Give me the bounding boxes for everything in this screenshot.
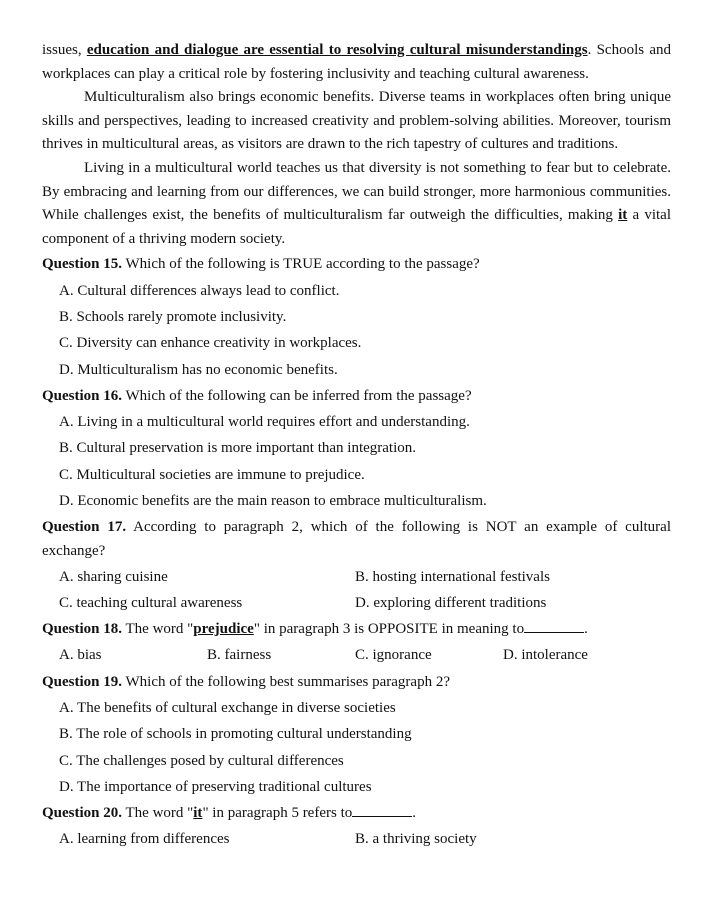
question-label: Question 17. <box>42 519 127 536</box>
question-label: Question 19. <box>42 673 123 690</box>
question-text: " in paragraph 3 is OPPOSITE in meaning to <box>253 621 525 638</box>
option-17b[interactable]: B. hosting international festivals <box>355 568 550 585</box>
question-text: . <box>584 621 588 638</box>
option-18a[interactable]: A. bias <box>59 647 102 664</box>
question-19 <box>42 669 671 695</box>
question-text: . <box>412 805 416 822</box>
option-18c[interactable]: C. ignorance <box>355 647 432 664</box>
question-text: Which of the following best summarises paragraph 2? <box>122 673 450 690</box>
exam-page <box>42 39 671 853</box>
option-17d[interactable]: D. exploring different traditions <box>355 594 547 611</box>
option-15b[interactable]: B. Schools rarely promote inclusivity. <box>59 308 287 325</box>
option-18b[interactable]: B. fairness <box>207 647 272 664</box>
paragraph-text: issues, <box>42 42 87 58</box>
options-row <box>42 564 671 590</box>
option-16d[interactable]: D. Economic benefits are the main reason to embrace multiculturalism. <box>59 493 487 510</box>
question-label: Question 16. <box>42 387 123 404</box>
question-text: According to paragraph 2, which of the following is NOT an example of cultural exchange? <box>42 519 671 559</box>
option-16a[interactable]: A. Living in a multicultural world requires effort and understanding. <box>59 414 470 431</box>
option-20b[interactable]: B. a thriving society <box>355 831 477 848</box>
option-15c[interactable]: C. Diversity can enhance creativity in workplaces. <box>59 335 362 352</box>
question-text: The word " <box>122 621 194 638</box>
question-text: Which of the following is TRUE according to the passage? <box>122 256 480 273</box>
question-18 <box>42 616 671 642</box>
option-15d[interactable]: D. Multiculturalism has no economic benefits. <box>59 361 338 378</box>
passage-paragraph-4 <box>42 39 671 86</box>
question-label: Question 18. <box>42 621 123 638</box>
emphasized-phrase: education and dialogue are essential to resolving cultural misunderstandings <box>86 42 588 58</box>
option-19a[interactable]: A. The benefits of cultural exchange in diverse societies <box>59 699 396 716</box>
option-19d[interactable]: D. The importance of preserving traditional cultures <box>59 778 372 795</box>
question-text: Which of the following can be inferred from the passage? <box>122 387 472 404</box>
option-19b[interactable]: B. The role of schools in promoting cultural understanding <box>59 726 412 743</box>
option-20a[interactable]: A. learning from differences <box>59 831 230 848</box>
question-text: The word " <box>122 805 194 822</box>
option-16c[interactable]: C. Multicultural societies are immune to prejudice. <box>59 466 365 483</box>
target-word: it <box>193 805 203 822</box>
answer-blank[interactable] <box>352 803 412 817</box>
question-16 <box>42 383 671 409</box>
paragraph-text: Living in a multicultural world teaches us that diversity is not something to fear but to celebrate. By embracing and learning from our differences, we can build stronger, more harmonious communities. While challenges exist, the benefits of multiculturalism far outweigh the difficulties, making <box>42 159 671 224</box>
passage-paragraph-5: Multiculturalism also brings economic benefits. Diverse teams in workplaces often bring unique skills and perspectives, leading to increased creativity and problem-solving abilities. Moreover, tourism thrives in multicultural areas, as visitors are drawn to the rich tapestry of cultures and traditions. <box>42 89 671 153</box>
answer-blank[interactable] <box>524 619 584 633</box>
question-17 <box>42 514 671 563</box>
question-text: " in paragraph 5 refers to <box>202 805 353 822</box>
options-row <box>42 642 671 668</box>
options-row <box>42 826 671 852</box>
emphasized-word: it <box>618 207 628 224</box>
option-18d[interactable]: D. intolerance <box>503 647 588 664</box>
target-word: prejudice <box>193 621 254 638</box>
option-19c[interactable]: C. The challenges posed by cultural differences <box>59 752 344 769</box>
question-15 <box>42 251 671 277</box>
option-16b[interactable]: B. Cultural preservation is more important than integration. <box>59 440 417 457</box>
passage-paragraph-6 <box>42 157 671 251</box>
question-label: Question 15. <box>42 256 123 273</box>
option-17a[interactable]: A. sharing cuisine <box>59 568 168 585</box>
option-15a[interactable]: A. Cultural differences always lead to conflict. <box>59 282 340 299</box>
question-20 <box>42 800 671 826</box>
options-row <box>42 590 671 616</box>
paragraph-text: a vital component of a thriving modern society. <box>42 207 671 247</box>
option-17c[interactable]: C. teaching cultural awareness <box>59 594 243 611</box>
paragraph-text: . Schools and workplaces can play a critical role by fostering inclusivity and teaching cultural awareness. <box>42 42 671 82</box>
question-label: Question 20. <box>42 805 123 822</box>
